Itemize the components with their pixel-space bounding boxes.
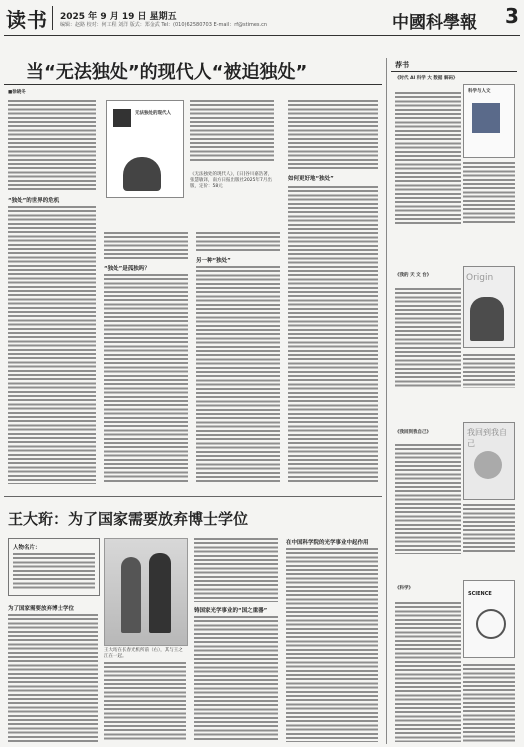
body-text — [288, 100, 378, 170]
staff-line: 编辑：赵路 校对：何工程 刘洋 版式：郑金武 Tel：(010)62580703 E-mail：rf@stimes.cn — [60, 22, 268, 28]
reco-text — [463, 664, 515, 742]
body-text — [8, 614, 98, 742]
reco-book-title: 《科学》 — [395, 586, 413, 591]
body-text — [8, 100, 96, 192]
subhead: 在中国科学院的光学事业中起作用 — [286, 540, 369, 546]
subhead: 如何更好地“独处” — [288, 176, 334, 182]
reco-text — [395, 602, 461, 742]
reco-text — [395, 444, 461, 554]
book-caption: 《无法独处的现代人》，[日]谷川嘉浩著，张慧敏译，南方日报出版社2025年7月出版，定价：58元 — [190, 172, 273, 189]
reco-text — [395, 92, 461, 224]
body-text — [288, 186, 378, 484]
profile-box — [8, 538, 100, 596]
body-text — [104, 232, 188, 260]
reco-text — [463, 354, 515, 388]
subhead: 另一种“独处” — [196, 258, 231, 264]
body-text — [194, 538, 278, 602]
page-number: 3 — [505, 4, 519, 28]
reco-book-title: 《时代 AI 科学 大 数据 解码》 — [395, 76, 458, 81]
body-text — [194, 616, 278, 742]
subhead: 为了国家需要放弃博士学位 — [8, 606, 75, 612]
sidebar-title: 荐书 — [395, 61, 409, 69]
reco-book-title: 《我的 天 文 台》 — [395, 273, 432, 278]
article-headline: 当“无法独处”的现代人“被迫独处” — [26, 62, 308, 83]
book-cover-2: Origin — [463, 266, 515, 348]
issue-date: 2025 年 9 月 19 日 星期五 — [60, 12, 177, 22]
header-divider — [52, 6, 53, 30]
reco-text — [463, 504, 515, 554]
subhead: “独处”的世界的危机 — [8, 198, 60, 204]
body-text — [104, 662, 186, 742]
portrait-photo — [104, 538, 188, 646]
article-headline: 王大珩：为了国家需要放弃博士学位 — [8, 510, 249, 528]
body-text — [196, 266, 280, 484]
headline-rule — [4, 84, 382, 85]
profile-label: 人物名片： — [13, 545, 41, 551]
book-cover-1: 科学与人文 — [463, 84, 515, 158]
body-text — [196, 232, 280, 252]
masthead-logo: 中國科學報 — [392, 13, 477, 33]
subhead: 铸国家光学事业的“国之重器” — [194, 608, 268, 614]
header-rule — [4, 35, 520, 36]
book-cover-4: SCIENCE — [463, 580, 515, 658]
book-intro-text — [190, 100, 274, 162]
body-text — [8, 206, 96, 484]
book-cover-3: 我回到我自己 — [463, 422, 515, 500]
sidebar-rule — [391, 71, 517, 72]
byline: ■徐晓冬 — [8, 90, 26, 95]
photo-caption: 王大珩在长春光机所前（右），其与王之江在一起。 — [104, 648, 183, 659]
body-text — [286, 548, 378, 742]
reco-text — [395, 288, 461, 388]
article-separator — [4, 496, 382, 497]
sidebar — [386, 58, 521, 744]
reco-text — [463, 162, 515, 224]
subhead: “独处”是孤独吗？ — [104, 266, 150, 272]
book-cover-image: 无法独处的现代人 — [106, 100, 184, 198]
body-text — [104, 274, 188, 484]
reco-book-title: 《我回到我自己》 — [395, 430, 431, 435]
section-label: 读书 — [6, 8, 48, 32]
